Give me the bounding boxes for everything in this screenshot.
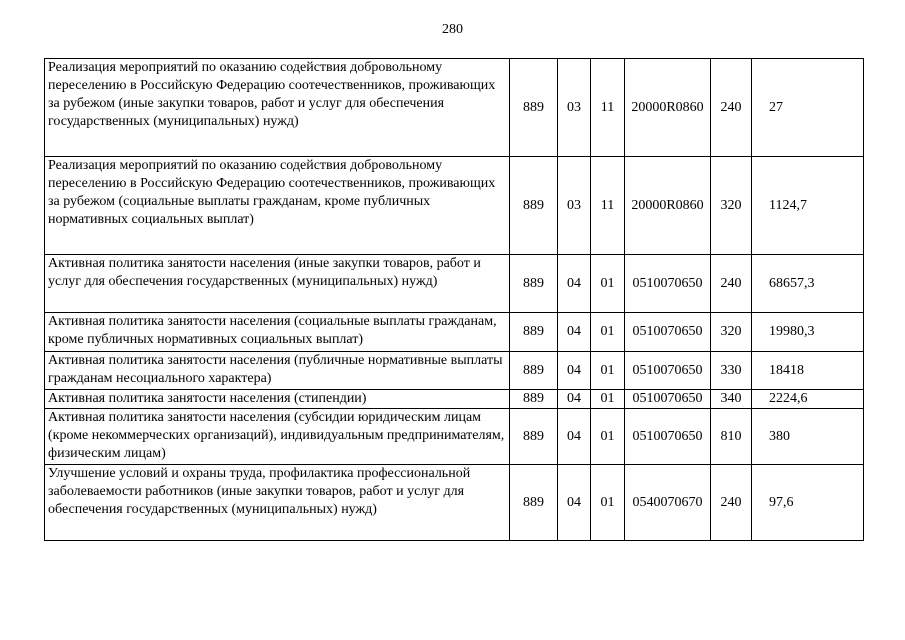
table-row xyxy=(45,390,864,409)
amount-cell: 27 xyxy=(752,59,864,157)
ministry-code-cell: 889 xyxy=(510,313,558,352)
expense-name-cell: Активная политика занятости населения (иные закупки товаров, работ и услуг для обеспечения государственных (муниципальных) нужд) xyxy=(45,255,510,313)
subsection-code-cell: 01 xyxy=(591,352,625,390)
expense-type-cell: 320 xyxy=(711,157,752,255)
subsection-code-cell: 11 xyxy=(591,59,625,157)
section-code-cell: 03 xyxy=(558,157,591,255)
target-article-cell: 0510070650 xyxy=(625,313,711,352)
section-code-cell: 04 xyxy=(558,409,591,465)
ministry-code-cell: 889 xyxy=(510,157,558,255)
section-code-cell: 04 xyxy=(558,352,591,390)
ministry-code-cell: 889 xyxy=(510,465,558,541)
section-code-cell: 03 xyxy=(558,59,591,157)
target-article-cell: 0510070650 xyxy=(625,409,711,465)
page-number: 280 xyxy=(442,22,463,37)
section-code-cell: 04 xyxy=(558,255,591,313)
expense-type-cell: 320 xyxy=(711,313,752,352)
amount-cell: 18418 xyxy=(752,352,864,390)
table-row xyxy=(45,313,864,352)
target-article-cell: 0540070670 xyxy=(625,465,711,541)
subsection-code-cell: 11 xyxy=(591,157,625,255)
target-article-cell: 20000R0860 xyxy=(625,157,711,255)
amount-cell: 68657,3 xyxy=(752,255,864,313)
table-row xyxy=(45,255,864,313)
expense-name-cell: Активная политика занятости населения (субсидии юридическим лицам (кроме некоммерческих организаций), индивидуальным предпринимателям, физическим лицам) xyxy=(45,409,510,465)
section-code-cell: 04 xyxy=(558,313,591,352)
expense-type-cell: 240 xyxy=(711,255,752,313)
expense-name-cell: Улучшение условий и охраны труда, профилактика профессиональной заболеваемости работников (иные закупки товаров, работ и услуг для обеспечения государственных (муниципальных) нужд) xyxy=(45,465,510,541)
section-code-cell: 04 xyxy=(558,465,591,541)
subsection-code-cell: 01 xyxy=(591,255,625,313)
target-article-cell: 20000R0860 xyxy=(625,59,711,157)
subsection-code-cell: 01 xyxy=(591,465,625,541)
expense-name-cell: Активная политика занятости населения (публичные нормативные выплаты гражданам несоциального характера) xyxy=(45,352,510,390)
subsection-code-cell: 01 xyxy=(591,313,625,352)
budget-table xyxy=(44,58,864,541)
expense-type-cell: 330 xyxy=(711,352,752,390)
expense-type-cell: 240 xyxy=(711,59,752,157)
expense-name-cell: Реализация мероприятий по оказанию содействия добровольному переселению в Российскую Федерацию соотечественников, проживающих за рубежом (иные закупки товаров, работ и услуг для обеспечения государственных (муниципальных) нужд) xyxy=(45,59,510,157)
ministry-code-cell: 889 xyxy=(510,255,558,313)
subsection-code-cell: 01 xyxy=(591,409,625,465)
expense-name-cell: Активная политика занятости населения (стипендии) xyxy=(45,390,510,409)
table-row xyxy=(45,409,864,465)
expense-type-cell: 340 xyxy=(711,390,752,409)
expense-type-cell: 240 xyxy=(711,465,752,541)
amount-cell: 19980,3 xyxy=(752,313,864,352)
amount-cell: 380 xyxy=(752,409,864,465)
expense-name-cell: Активная политика занятости населения (социальные выплаты гражданам, кроме публичных нормативных социальных выплат) xyxy=(45,313,510,352)
target-article-cell: 0510070650 xyxy=(625,390,711,409)
ministry-code-cell: 889 xyxy=(510,352,558,390)
table-row xyxy=(45,352,864,390)
amount-cell: 97,6 xyxy=(752,465,864,541)
table-row xyxy=(45,465,864,541)
ministry-code-cell: 889 xyxy=(510,59,558,157)
ministry-code-cell: 889 xyxy=(510,409,558,465)
table-row xyxy=(45,59,864,157)
table-row xyxy=(45,157,864,255)
amount-cell: 1124,7 xyxy=(752,157,864,255)
section-code-cell: 04 xyxy=(558,390,591,409)
ministry-code-cell: 889 xyxy=(510,390,558,409)
amount-cell: 2224,6 xyxy=(752,390,864,409)
subsection-code-cell: 01 xyxy=(591,390,625,409)
target-article-cell: 0510070650 xyxy=(625,255,711,313)
expense-type-cell: 810 xyxy=(711,409,752,465)
expense-name-cell: Реализация мероприятий по оказанию содействия добровольному переселению в Российскую Федерацию соотечественников, проживающих за рубежом (социальные выплаты гражданам, кроме публичных нормативных социальных выплат) xyxy=(45,157,510,255)
target-article-cell: 0510070650 xyxy=(625,352,711,390)
